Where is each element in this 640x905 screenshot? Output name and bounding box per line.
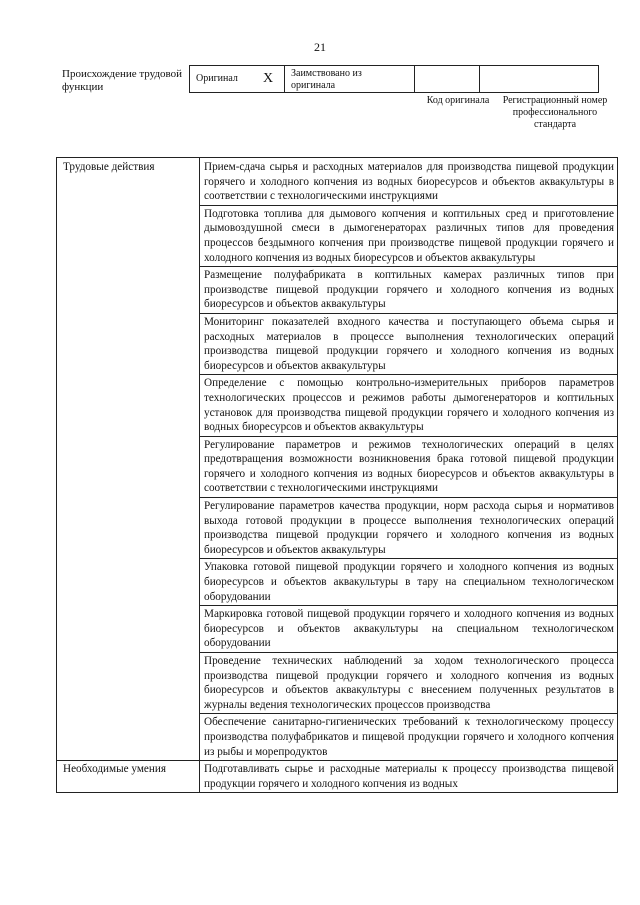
- table-cell: Прием-сдача сырья и расходных материалов для производства пищевой продукции горячего и холодного копчения из водных биоресурсов и объектов аквакультуры в соответствии с технологическими инструкциями: [200, 158, 618, 206]
- table-cell: Упаковка готовой пищевой продукции горячего и холодного копчения из водных биоресурсов и объектов аквакультуры в тару на специальном технологическом оборудовании: [200, 559, 618, 606]
- code-caption: Код оригинала: [426, 95, 490, 106]
- table-cell: Регулирование параметров качества продукции, норм расхода сырья и нормативов выхода готовой продукции в процессе выполнения технологических операций производства пищевой продукции горячего и холодного копчения из водных биоресурсов и объектов аквакультуры: [200, 498, 618, 559]
- table-cell: Регулирование параметров и режимов технологических операций в целях предотвращения возможности возникновения брака готовой пищевой продукции горячего и холодного копчения из водных биоресурсов и объектов аквакультуры в соответствии с технологическими инструкциями: [200, 436, 618, 497]
- table-row: [57, 761, 618, 793]
- origin-table: [189, 65, 599, 93]
- original-mark: X: [252, 66, 285, 93]
- table-cell: Мониторинг показателей входного качества и поступающего объема сырья и расходных материалов в процессе выполнения технологических операций производства пищевой продукции горячего и холодного копчения из водных биоресурсов и объектов аквакультуры: [200, 313, 618, 374]
- table-cell: Подготовка топлива для дымового копчения и коптильных сред и приготовление дымовоздушной смеси в дымогенераторах различных типов для проведения процессов бездымного копчения при производстве пищевой продукции горячего и холодного копчения из водных биоресурсов и объектов аквакультуры: [200, 205, 618, 266]
- code-cell: [415, 66, 480, 93]
- section-label-skills: Необходимые умения: [57, 761, 200, 793]
- table-cell: Проведение технических наблюдений за ходом технологического процесса производства пищевой продукции горячего и холодного копчения из водных биоресурсов и объектов аквакультуры с внесением полученных результатов в журналы ведения технологических процессов производства: [200, 653, 618, 714]
- table-cell: Определение с помощью контрольно-измерительных приборов параметров технологических процессов и режимов работы дымогенераторов и коптильных установок для производства пищевой продукции горячего и холодного копчения из водных биоресурсов и объектов аквакультуры: [200, 375, 618, 436]
- registration-cell: [480, 66, 599, 93]
- labor-functions-table: [56, 157, 618, 793]
- borrowed-cell: Заимствовано из оригинала: [285, 66, 415, 93]
- page-number: 21: [314, 40, 326, 54]
- table-cell: Обеспечение санитарно-гигиенических требований к технологическому процессу производства полуфабрикатов и пищевой продукции горячего и холодного копчения из рыбы и морепродуктов: [200, 714, 618, 761]
- table-cell: Размещение полуфабриката в коптильных камерах различных типов при производстве пищевой продукции горячего и холодного копчения из водных биоресурсов и объектов аквакультуры: [200, 267, 618, 314]
- table-cell: Маркировка готовой пищевой продукции горячего и холодного копчения из водных биоресурсов и объектов аквакультуры на специальном технологическом оборудовании: [200, 606, 618, 653]
- section-label-actions: Трудовые действия: [57, 158, 200, 761]
- registration-caption: Регистрационный номер профессионального стандарта: [502, 95, 608, 130]
- origin-label: Происхождение трудовой функции: [62, 68, 183, 93]
- original-cell: Оригинал: [190, 66, 253, 93]
- table-cell: Подготавливать сырье и расходные материалы к процессу производства пищевой продукции горячего и холодного копчения из водных: [200, 761, 618, 793]
- table-row: [57, 158, 618, 206]
